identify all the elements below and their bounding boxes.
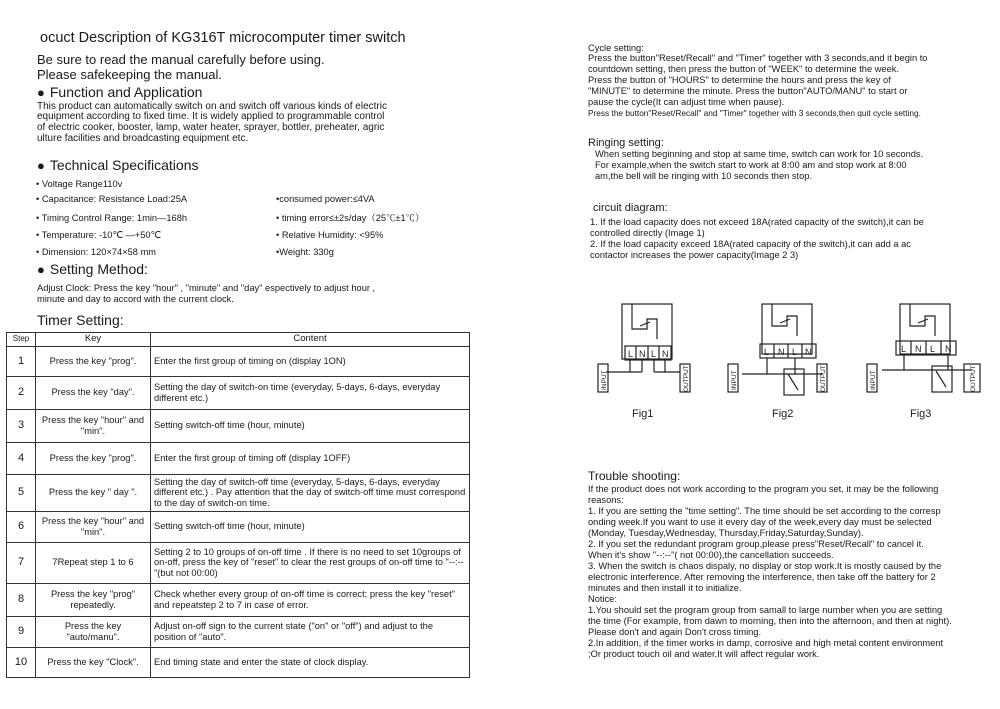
terminal-label: L bbox=[651, 349, 657, 359]
input-label: INPUT bbox=[601, 370, 608, 390]
terminal-label: N bbox=[662, 349, 669, 359]
spec-weight: •Weight: 330g bbox=[276, 247, 334, 257]
circuit-line-3: 2. If the load capacity exceed 18A(rated capacity of the switch),it can add a ac bbox=[590, 239, 911, 249]
output-label: OUTPUT bbox=[683, 365, 690, 392]
spec-capacitance: • Capacitance: Resistance Load:25A bbox=[36, 194, 188, 204]
row-content: Adjust on-off sign to the current state ("on" or "off") and adjust to the position of "auto". bbox=[151, 616, 470, 647]
table-row bbox=[7, 474, 470, 511]
trouble-heading: Trouble shooting: bbox=[588, 469, 681, 483]
row-content: Setting switch-off time (hour, minute) bbox=[151, 511, 470, 542]
header-key: Key bbox=[36, 333, 151, 347]
header-content: Content bbox=[151, 333, 470, 347]
row-key: Press the key "hour" and "min". bbox=[36, 511, 151, 542]
fig1-label: Fig1 bbox=[632, 408, 654, 420]
spec-dimension: • Dimension: 120×74×58 mm bbox=[36, 247, 157, 257]
row-step: 6 bbox=[7, 511, 36, 542]
output-label: OUTPUT bbox=[970, 365, 977, 392]
row-key: Press the key "auto/manu". bbox=[36, 616, 151, 647]
cycle-line-3: Press the button of "HOURS" to determine the hours and press the key of bbox=[588, 75, 891, 85]
row-key: Press the key "prog" repeatedly. bbox=[36, 583, 151, 616]
row-step: 4 bbox=[7, 442, 36, 474]
spec-power: •consumed power:≤4VA bbox=[276, 194, 375, 204]
trouble-line-5: (Monday, Tuesday,Wednesday, Thursday,Friday,Saturday,Sunday). bbox=[588, 528, 864, 538]
function-heading: ● Function and Application bbox=[37, 84, 202, 100]
row-key: Press the key "Clock". bbox=[36, 647, 151, 677]
cycle-line-5: pause the cycle(It can adjust time when pause). bbox=[588, 97, 785, 107]
table-row bbox=[7, 346, 470, 376]
setting-heading: ● Setting Method: bbox=[37, 261, 148, 277]
row-content: Setting switch-off time (hour, minute) bbox=[151, 409, 470, 442]
trouble-line-6: 2. If you set the redundant program group,please press"Reset/Recall" to cancel it. bbox=[588, 539, 924, 549]
trouble-line-4: onding week.If you want to use it every day of the week,every day must be selected bbox=[588, 517, 932, 527]
table-row bbox=[7, 511, 470, 542]
spec-voltage: • Voltage Range110v bbox=[36, 179, 123, 189]
table-header-row bbox=[7, 333, 470, 347]
trouble-line-9: electronic interference. After removing the interference, then take off the battery for 2 bbox=[588, 572, 936, 582]
fig2-label: Fig2 bbox=[772, 408, 794, 420]
row-content: Setting the day of switch-on time (everyday, 5-days, 6-days, everyday different etc.) bbox=[151, 376, 470, 409]
function-text-3: of electric cooker, booster, lamp, water heater, sprayer, bottler, preheater, agric bbox=[37, 122, 385, 133]
fig3-label: Fig3 bbox=[910, 408, 932, 420]
row-content: Setting the day of switch-off time (everyday, 5-days, 6-days, everyday different etc.) . Pay attention that the day of switch-off time must correspond to the day of switch-on time. bbox=[151, 474, 470, 511]
intro-line-1: Be sure to read the manual carefully before using. bbox=[37, 52, 325, 67]
circuit-line-2: controlled directly (Image 1) bbox=[590, 228, 705, 238]
trouble-line-2: reasons: bbox=[588, 495, 624, 505]
terminal-label: L bbox=[792, 347, 798, 357]
table-row bbox=[7, 583, 470, 616]
table-row bbox=[7, 616, 470, 647]
notice-line-1: 1.You should set the program group from samall to large number when you are setting bbox=[588, 605, 943, 615]
terminal-label: N bbox=[945, 344, 952, 354]
cycle-line-4: "MINUTE" to determine the minute. Press the button"AUTO/MANU" to start or bbox=[588, 86, 908, 96]
row-step: 9 bbox=[7, 616, 36, 647]
terminal-label: L bbox=[764, 347, 770, 357]
trouble-line-3: 1. If you are setting the "time setting". The time should be set according to the corresp bbox=[588, 506, 941, 516]
cycle-line-2: countdown setting, then press the button of "WEEK" to determine the week. bbox=[588, 64, 899, 74]
table-row bbox=[7, 442, 470, 474]
trouble-line-10: minutes and then install it to initialize. bbox=[588, 583, 742, 593]
circuit-heading: circuit diagram: bbox=[593, 202, 668, 214]
cycle-line-1: Press the button"Reset/Recall" and "Timer" together with 3 seconds,and it begin to bbox=[588, 53, 928, 63]
row-content: Enter the first group of timing off (display 1OFF) bbox=[151, 442, 470, 474]
ringing-heading: Ringing setting: bbox=[588, 137, 664, 149]
terminal-label: N bbox=[805, 347, 812, 357]
notice-line-4: 2.In addition, if the timer works in damp, corrosive and high metal content environment bbox=[588, 638, 944, 648]
terminal-label: L bbox=[628, 349, 634, 359]
cycle-line-6: Press the button"Reset/Recall" and "Timer" together with 3 seconds,then quit cycle setting. bbox=[588, 108, 921, 118]
circuit-line-1: 1. If the load capacity does not exceed 18A(rated capacity of the switch),it can be bbox=[590, 217, 924, 227]
table-row bbox=[7, 542, 470, 583]
row-step: 1 bbox=[7, 346, 36, 376]
function-text-4: ulture facilities and broadcasting equipment etc. bbox=[37, 133, 249, 144]
terminal-label: N bbox=[639, 349, 646, 359]
function-text-2: equipment according to fixed time. It is widely applied to programmable control bbox=[37, 111, 385, 122]
adjust-clock-2: minute and day to accord with the current clock. bbox=[37, 294, 234, 304]
spec-timing-range: • Timing Control Range: 1min—168h bbox=[36, 213, 188, 223]
row-content: Enter the first group of timing on (display 1ON) bbox=[151, 346, 470, 376]
row-step: 5 bbox=[7, 474, 36, 511]
row-content: End timing state and enter the state of clock display. bbox=[151, 647, 470, 677]
row-content: Check whether every group of on-off time is correct; press the key "reset" and repeatstep 2 to 7 in case of error. bbox=[151, 583, 470, 616]
ringing-line-1: When setting beginning and stop at same time, switch can work for 10 seconds. bbox=[595, 149, 924, 159]
trouble-line-7: When it's show "--:--"( not 00:00),the cancellation succeeds. bbox=[588, 550, 834, 560]
cycle-heading: Cycle setting: bbox=[588, 43, 644, 53]
row-step: 8 bbox=[7, 583, 36, 616]
terminal-label: N bbox=[915, 344, 922, 354]
header-step: Step bbox=[7, 333, 36, 347]
function-text-1: This product can automatically switch on and switch off various kinds of electric bbox=[37, 101, 387, 112]
notice-line-5: ;Or product touch oil and water,It will affect regular work. bbox=[588, 649, 820, 659]
input-label: INPUT bbox=[731, 370, 738, 390]
row-key: Press the key "day". bbox=[36, 376, 151, 409]
row-step: 2 bbox=[7, 376, 36, 409]
trouble-line-1: If the product does not work according to the program you set, it may be the following bbox=[588, 484, 939, 494]
spec-temperature: • Temperature: -10℃ —+50℃ bbox=[36, 230, 161, 240]
row-key: 7Repeat step 1 to 6 bbox=[36, 542, 151, 583]
row-step: 7 bbox=[7, 542, 36, 583]
spec-humidity: • Relative Humidity: <95% bbox=[276, 230, 384, 240]
table-row bbox=[7, 376, 470, 409]
tech-heading: ● Technical Specifications bbox=[37, 157, 199, 173]
row-key: Press the key "prog". bbox=[36, 442, 151, 474]
row-step: 3 bbox=[7, 409, 36, 442]
output-label: OUTPUT bbox=[820, 365, 827, 392]
trouble-line-8: 3. When the switch is chaos dispaly, no display or stop work.It is mostly caused by the bbox=[588, 561, 942, 571]
row-key: Press the key "hour" and "min". bbox=[36, 409, 151, 442]
notice-heading: Notice: bbox=[588, 594, 617, 604]
table-row bbox=[7, 409, 470, 442]
row-key: Press the key " day ". bbox=[36, 474, 151, 511]
notice-line-2: the time (For example, from dawn to morning, then into the afternoon, and then at night). bbox=[588, 616, 952, 626]
terminal-label: L bbox=[930, 344, 936, 354]
table-row bbox=[7, 647, 470, 677]
row-step: 10 bbox=[7, 647, 36, 677]
terminal-label: L bbox=[901, 344, 907, 354]
timer-heading: Timer Setting: bbox=[37, 312, 124, 328]
notice-line-3: Please don't and again Don't cross timing. bbox=[588, 627, 762, 637]
adjust-clock-1: Adjust Clock: Press the key "hour" , "minute" and "day" espectively to adjust hour , bbox=[37, 283, 376, 293]
ringing-line-3: am,the bell will be ringing with 10 seconds then stop. bbox=[595, 171, 813, 181]
terminal-label: N bbox=[778, 347, 785, 357]
circuit-diagrams bbox=[592, 294, 992, 429]
spec-timing-error: • timing error≤±2s/day（25℃±1℃） bbox=[276, 213, 425, 223]
input-label: INPUT bbox=[870, 370, 877, 390]
row-key: Press the key "prog". bbox=[36, 346, 151, 376]
document-title: ocuct Description of KG316T microcomputer timer switch bbox=[40, 30, 406, 46]
ringing-line-2: For example,when the switch start to work at 8:00 am and stop work at 8:00 bbox=[595, 160, 907, 170]
timer-setting-table bbox=[6, 332, 470, 678]
row-content: Setting 2 to 10 groups of on-off time . If there is no need to set 10groups of on-off, press the key of "reset" to clear the rest groups of on-off time to "--:--"(but not 00:00) bbox=[151, 542, 470, 583]
circuit-line-4: contactor increases the power capacity(Image 2 3) bbox=[590, 250, 799, 260]
intro-line-2: Please safekeeping the manual. bbox=[37, 67, 223, 82]
